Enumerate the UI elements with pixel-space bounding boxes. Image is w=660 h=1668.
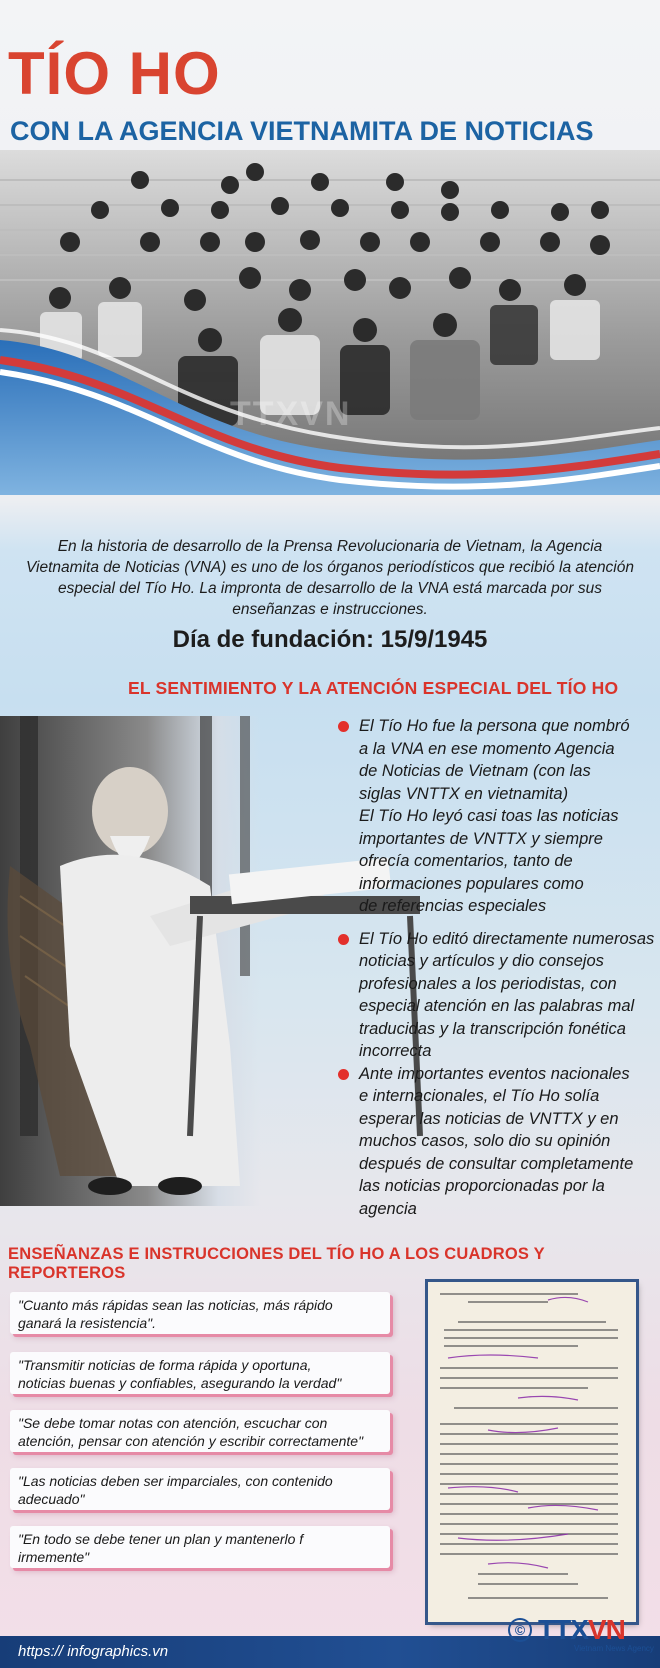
copyright-icon: © (508, 1618, 532, 1642)
bullet-dot-icon (338, 934, 349, 945)
group-photo (0, 150, 660, 495)
footer-url-link[interactable]: https:// infographics.vn (18, 1643, 169, 1660)
list-item (335, 928, 660, 1063)
bullet-dot-icon (338, 1069, 349, 1080)
section-heading-teachings: ENSEÑANZAS E INSTRUCCIONES DEL TÍO HO A LOS CUADROS Y REPORTEROS (8, 1245, 545, 1282)
brand-tagline: Vietnam News Agency (574, 1644, 654, 1653)
bullet-dot-icon (338, 721, 349, 732)
bullet-text: El Tío Ho fue la persona que nombró a la VNA en ese momento Agencia de Noticias de Vietnam (con las siglas VNTTX en vietnamita) El Tío Ho leyó casi toas las noticias importantes de VNTTX y siempre ofrecía comentarios, tanto de informaciones populares como de referencias especiales (359, 717, 630, 915)
brand-name (538, 1614, 625, 1646)
list-item (335, 1063, 660, 1221)
bullet-text: El Tío Ho editó directamente numerosas noticias y artículos y dio consejos profesionales a los periodistas, con especial atención en las palabras mal traducidas y la transcripción fonética incorrecta (359, 929, 655, 1060)
brand-logo (508, 1614, 658, 1652)
brand-name-accent: VN (587, 1614, 625, 1645)
section-heading-sentiment: EL SENTIMIENTO Y LA ATENCIÓN ESPECIAL DEL TÍO HO (128, 678, 619, 698)
page-subtitle: CON LA AGENCIA VIETNAMITA DE NOTICIAS (10, 116, 594, 146)
list-item (335, 715, 660, 918)
brand-name-part: TTX (538, 1614, 588, 1645)
historic-document-image (428, 1282, 636, 1622)
quote-card: "Transmitir noticias de forma rápida y oportuna, noticias buenas y confiables, asegurando la verdad" (10, 1352, 390, 1394)
page-title: TÍO HO (8, 40, 221, 107)
quote-card: "En todo se debe tener un plan y mantenerlo f irmemente" (10, 1526, 390, 1568)
quote-card: "Cuanto más rápidas sean las noticias, más rápido ganará la resistencia". (10, 1292, 390, 1334)
bullet-text: Ante importantes eventos nacionales e internacionales, el Tío Ho solía esperar las noticias de VNTTX y en muchos casos, solo dio su opinión después de consultar completamente las noticias proporcionadas por la agencia (359, 1064, 634, 1218)
group-photo-illustration (0, 150, 660, 495)
watermark: TTXVN (230, 395, 352, 433)
founding-date: Día de fundación: 15/9/1945 (172, 626, 488, 653)
quote-card: "Se debe tomar notas con atención, escuchar con atención, pensar con atención y escribir correctamente" (10, 1410, 390, 1452)
quote-card: "Las noticias deben ser imparciales, con contenido adecuado" (10, 1468, 390, 1510)
intro-paragraph: En la historia de desarrollo de la Prensa Revolucionaria de Vietnam, la Agencia Vietnamita de Noticias (VNA) es uno de los órganos periodísticos que recibió la atención especial del Tío Ho. La impronta de desarrollo de la VNA está marcada por sus enseñanzas e instrucciones. (26, 538, 634, 618)
typed-document-illustration (428, 1282, 636, 1622)
sentiment-bullet-list (335, 715, 660, 1220)
